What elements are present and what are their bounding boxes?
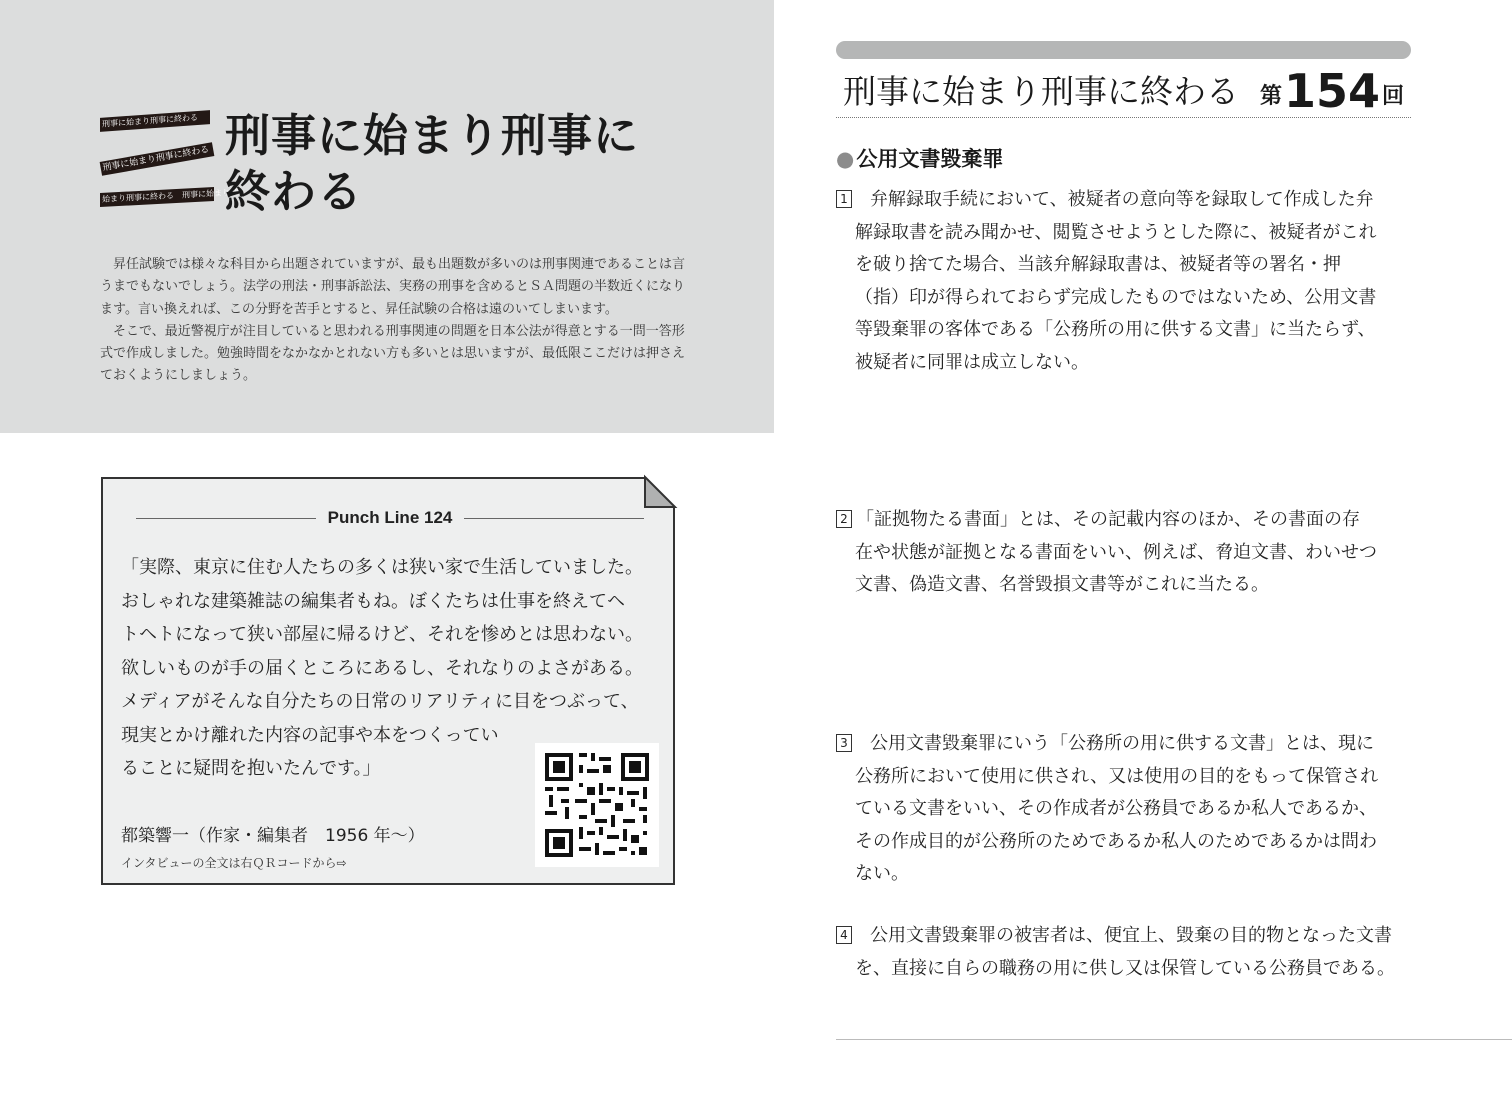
- episode-number: 154: [1284, 64, 1381, 118]
- punch-line-box: [101, 477, 675, 885]
- main-title-line: 終わる: [225, 165, 364, 218]
- question-line: ている文書をいい、その作成者が公務員であるか私人であるか、: [855, 798, 1377, 819]
- quote-line: 「実際、東京に住む人たちの多くは狭い家で生活していました。: [121, 557, 643, 578]
- question-text: 公用文書毀棄罪の被害者は、便宜上、毀棄の目的物となった文書: [870, 925, 1392, 946]
- question-line: 等毀棄罪の客体である「公務所の用に供する文書」に当たらず、: [855, 319, 1376, 340]
- intro-paragraph: そこで、最近警視庁が注目していると思われる刑事関連の問題を日本公法が得意とする一問一答形式で作成しました。勉強時間をなかなかとれない方も多いとは思いますが、最低限ここだけは押さえておくようにしましょう。: [100, 323, 686, 384]
- page-fold-icon: [645, 477, 675, 507]
- question-text: 「証拠物たる書面」とは、その記載内容のほか、その書面の存: [856, 509, 1360, 530]
- question-line: 公務所において使用に供され、又は使用の目的をもって保管され: [855, 765, 1379, 787]
- logo-band: 始まり刑事に終わる 刑事に始まり刑: [100, 187, 214, 207]
- chapter-title: 刑事に始まり刑事に終わる: [843, 72, 1239, 111]
- question-item-3: [836, 728, 1411, 891]
- question-line: [836, 920, 1411, 953]
- question-line: を、直接に自らの職務の用に供し又は保管している公務員である。: [855, 957, 1395, 979]
- question-line: その作成目的が公務所のためであるか私人のためであるかは問わ: [855, 830, 1377, 852]
- question-item-2: [836, 504, 1411, 602]
- question-number: 1: [836, 190, 852, 208]
- episode-label: [1260, 62, 1404, 116]
- punch-title-row: [136, 505, 644, 531]
- question-text: 弁解録取手続において、被疑者の意向等を録取して作成した弁: [870, 189, 1374, 210]
- dotted-divider: [836, 117, 1411, 118]
- punch-line-title: Punch Line 124: [327, 508, 453, 527]
- section-heading: [836, 143, 1003, 173]
- intro-paragraph: 昇任試験では様々な科目から出題されていますが、最も出題数が多いのは刑事関連であることは言うまでもないでしょう。法学の刑法・刑事訴訟法、実務の刑事を含めるとＳＡ問題の半数近くになります。言い換えれば、この分野を苦手とすると、昇任試験の合格は遠のいてしまいます。: [100, 257, 686, 317]
- logo-band: 刑事に始まり刑事に終わる: [100, 110, 210, 132]
- question-line: [836, 184, 1411, 217]
- quote-line: 欲しいものが手の届くところにあるし、それなりのよさがある。: [121, 657, 643, 679]
- qr-note: インタビューの全文は右ＱＲコードから⇨: [121, 856, 347, 870]
- question-line: 在や状態が証拠となる書面をいい、例えば、脅迫文書、わいせつ: [855, 541, 1377, 563]
- question-line: 被疑者に同罪は成立しない。: [855, 351, 1089, 373]
- question-line: [836, 504, 1411, 537]
- main-title-line: 刑事に始まり刑事に: [225, 109, 640, 162]
- question-item-4: [836, 920, 1411, 985]
- question-number: 2: [836, 510, 852, 528]
- divider: [464, 518, 644, 519]
- quote-line: ることに疑問を抱いたんです。」: [121, 758, 381, 779]
- question-number: 4: [836, 926, 852, 944]
- bottom-divider: [836, 1039, 1512, 1040]
- quote-line: おしゃれな建築雑誌の編集者もね。ぼくたちは仕事を終えてヘ: [121, 590, 625, 612]
- question-line: 文書、偽造文書、名誉毀損文書等がこれに当たる。: [855, 574, 1269, 595]
- question-line: 解録取書を読み聞かせ、閲覧させようとした際に、被疑者がこれ: [855, 221, 1377, 243]
- question-line: ない。: [855, 863, 909, 884]
- qr-code-icon: [535, 743, 659, 867]
- divider: [136, 518, 316, 519]
- question-line: [836, 728, 1411, 761]
- series-logo: [100, 112, 238, 212]
- question-text: 公用文書毀棄罪にいう「公務所の用に供する文書」とは、現に: [870, 733, 1374, 754]
- qr-code[interactable]: [535, 743, 659, 867]
- header-bar: [836, 41, 1411, 59]
- quote-author: 都築響一（作家・編集者 1956 年〜）: [121, 826, 425, 846]
- quote-line: 現実とかけ離れた内容の記事や本をつくってい: [121, 724, 499, 746]
- bullet-icon: ●: [836, 147, 855, 171]
- quote-line: トヘトになって狭い部屋に帰るけど、それを惨めとは思わない。: [121, 624, 643, 645]
- intro-text: [100, 254, 690, 388]
- logo-band: 刑事に始まり刑事に終わる: [100, 142, 215, 176]
- episode-prefix: 第: [1260, 84, 1283, 109]
- left-header-panel: [0, 0, 774, 433]
- question-item-1: [836, 184, 1411, 379]
- question-line: を破り捨てた場合、当該弁解録取書は、被疑者等の署名・押: [855, 254, 1341, 275]
- main-title: [225, 108, 745, 220]
- question-line: （指）印が得られておらず完成したものではないため、公用文書: [855, 286, 1377, 308]
- episode-suffix: 回: [1382, 84, 1405, 109]
- quote-line: メディアがそんな自分たちの日常のリアリティに目をつぶって、: [121, 691, 639, 712]
- section-heading-text: 公用文書毀棄罪: [856, 147, 1004, 171]
- question-number: 3: [836, 734, 852, 752]
